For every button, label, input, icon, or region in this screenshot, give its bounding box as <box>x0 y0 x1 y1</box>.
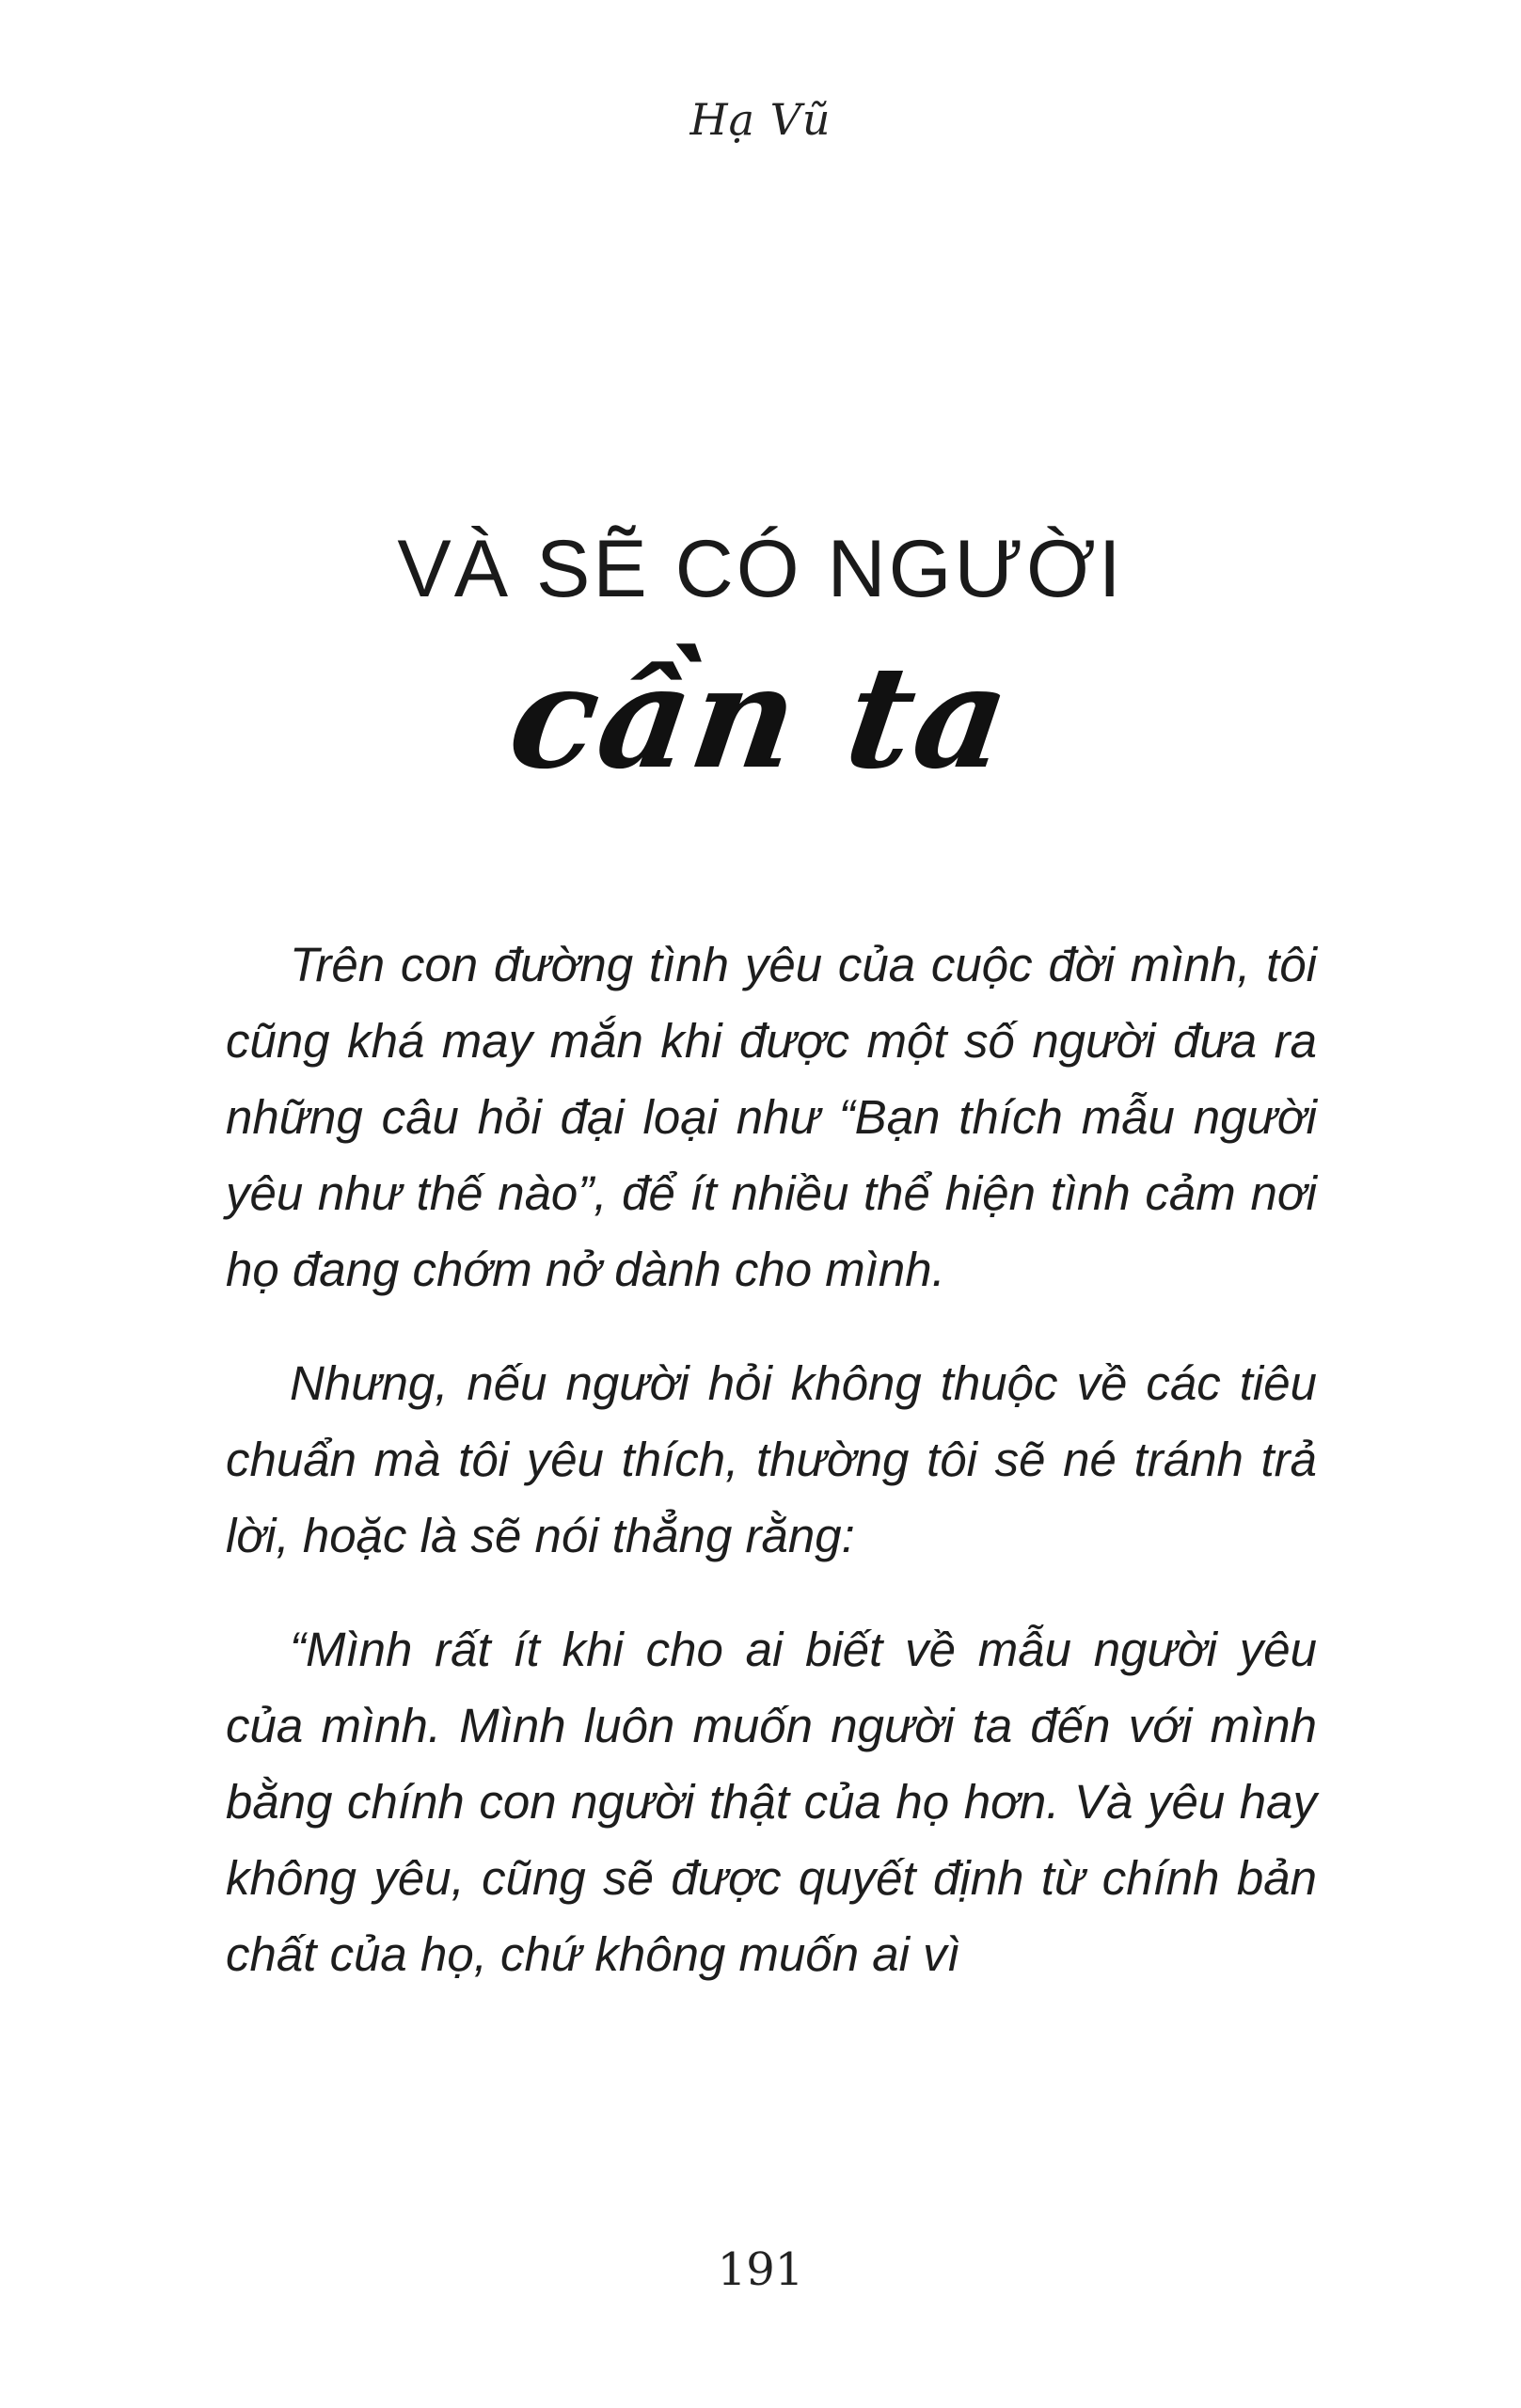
chapter-title <box>0 522 1521 800</box>
paragraph-3: “Mình rất ít khi cho ai biết về mẫu người yêu của mình. Mình luôn muốn người ta đến với mình bằng chính con người thật của họ hơn. Và yêu hay không yêu, cũng sẽ được quyết định từ chính bản chất của họ, chứ không muốn ai vì <box>226 1623 1317 1981</box>
page-number: 191 <box>717 2243 804 2296</box>
body-text <box>226 927 1317 2030</box>
running-header-author: Hạ Vũ <box>689 94 832 145</box>
chapter-title-line1: VÀ SẼ CÓ NGƯỜI <box>397 524 1124 614</box>
paragraph-2: Nhưng, nếu người hỏi không thuộc về các tiêu chuẩn mà tôi yêu thích, thường tôi sẽ né tránh trả lời, hoặc là sẽ nói thẳng rằng: <box>226 1356 1317 1562</box>
chapter-title-line2: cần ta <box>499 635 1022 800</box>
paragraph-1: Trên con đường tình yêu của cuộc đời mình, tôi cũng khá may mắn khi được một số người đưa ra những câu hỏi đại loại như “Bạn thích mẫu người yêu như thế nào”, để ít nhiều thể hiện tình cảm nơi họ đang chớm nở dành cho mình. <box>226 938 1317 1296</box>
